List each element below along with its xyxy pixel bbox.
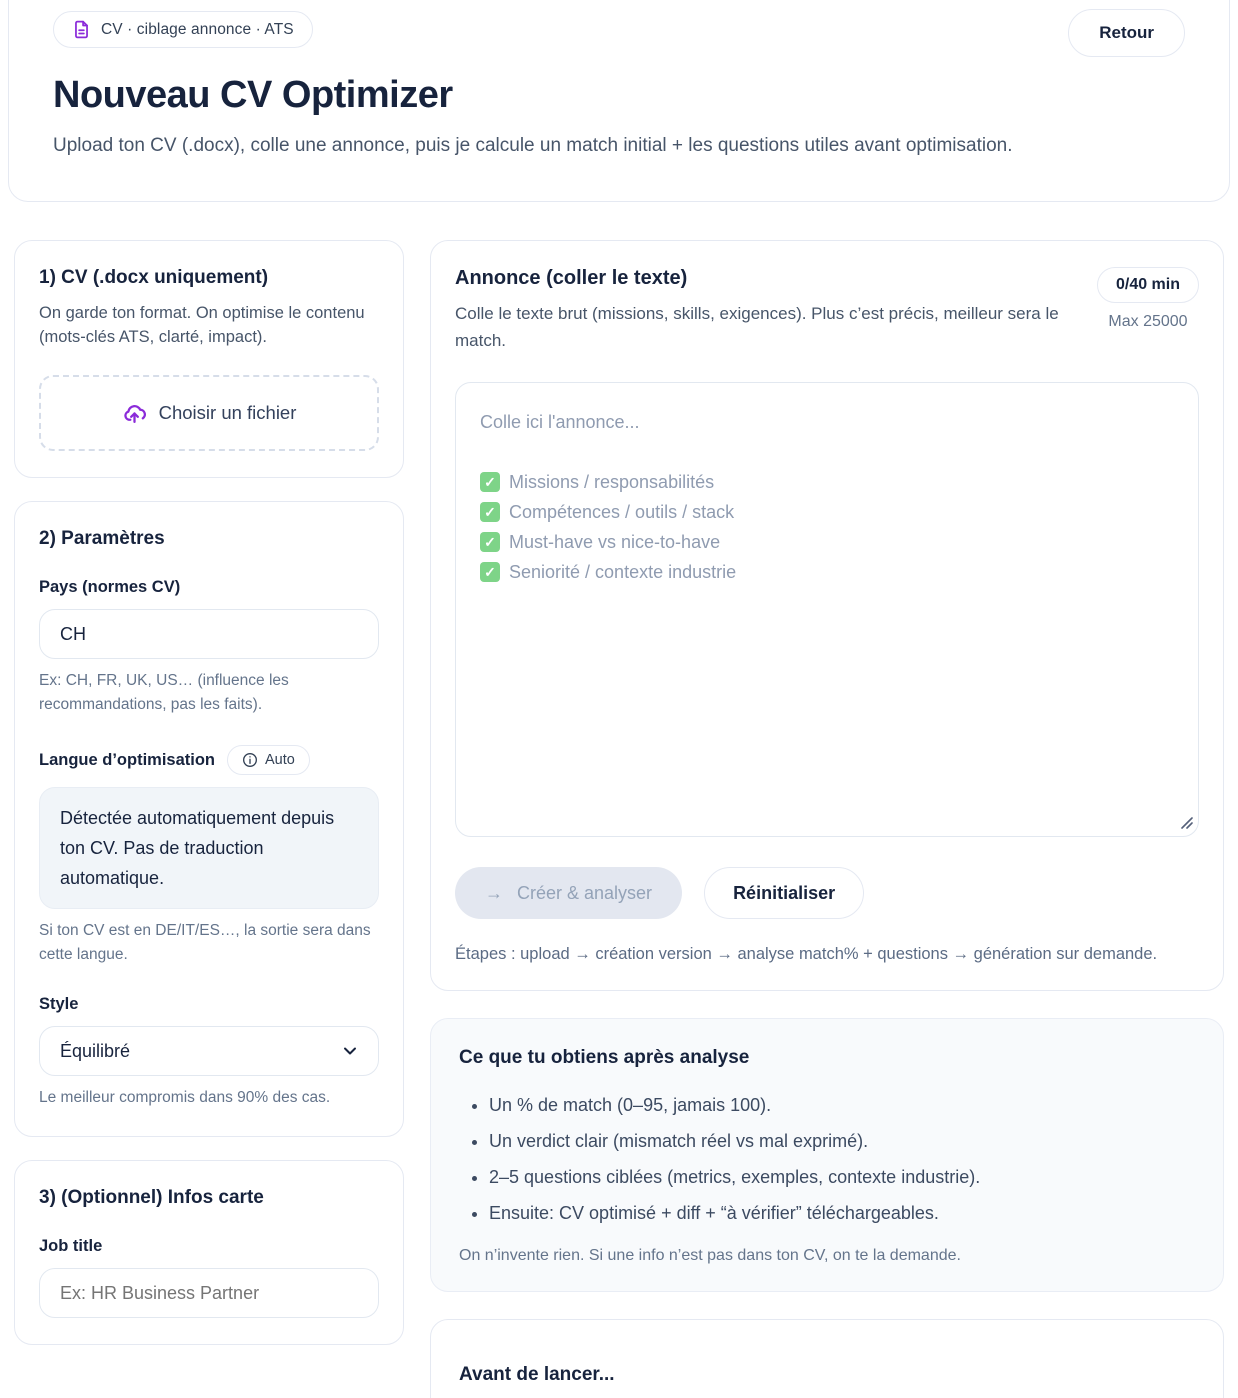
params-card-title: 2) Paramètres <box>39 528 165 549</box>
params-card <box>14 501 404 1137</box>
annonce-textarea[interactable] <box>455 382 1199 837</box>
annonce-placeholder-item-label: Must-have vs nice-to-have <box>509 532 721 552</box>
annonce-meta <box>1097 267 1199 331</box>
results-list <box>459 1087 1195 1231</box>
file-upload-button[interactable] <box>39 375 379 451</box>
style-select-value: Équilibré <box>60 1040 131 1061</box>
info-icon <box>242 752 258 768</box>
chevron-down-icon <box>340 1041 360 1061</box>
check-icon: ✓ <box>480 502 500 522</box>
annonce-title: Annonce (coller le texte) <box>455 267 688 289</box>
before-card <box>430 1319 1224 1398</box>
check-icon: ✓ <box>480 532 500 552</box>
create-analyze-label: Créer & analyser <box>517 882 653 903</box>
language-readonly-field: Détectée automatiquement depuis ton CV. Pas de traduction automatique. <box>39 787 379 909</box>
results-card-title: Ce que tu obtiens après analyse <box>459 1047 750 1068</box>
create-analyze-button[interactable] <box>455 867 682 919</box>
style-help: Le meilleur compromis dans 90% des cas. <box>39 1089 331 1106</box>
right-column <box>430 240 1224 1398</box>
before-card-title: Avant de lancer... <box>459 1364 615 1385</box>
results-card <box>430 1018 1224 1292</box>
minutes-counter-badge: 0/40 min <box>1097 267 1199 303</box>
language-label: Langue d’optimisation <box>39 750 215 769</box>
cv-card-description: On garde ton format. On optimise le contenu (mots-clés ATS, clarté, impact). <box>39 304 365 346</box>
annonce-textarea-wrap <box>455 382 1199 837</box>
infos-card <box>14 1160 404 1345</box>
main-columns <box>14 240 1224 1398</box>
document-icon <box>72 20 91 39</box>
style-label: Style <box>39 995 79 1013</box>
check-icon: ✓ <box>480 562 500 582</box>
cv-card-title: 1) CV (.docx uniquement) <box>39 267 269 288</box>
cv-upload-card <box>14 240 404 478</box>
back-button[interactable]: Retour <box>1068 9 1185 57</box>
results-list-item: • Un % de match (0–95, jamais 100). <box>489 1087 1195 1123</box>
left-column <box>14 240 404 1345</box>
annonce-header-text <box>455 267 1095 354</box>
annonce-header <box>455 267 1199 354</box>
language-auto-label: Auto <box>265 752 295 768</box>
country-input[interactable] <box>39 609 379 659</box>
annonce-placeholder-item-label: Seniorité / contexte industrie <box>509 562 737 582</box>
results-list-item: • 2–5 questions ciblées (metrics, exemples, contexte industrie). <box>489 1159 1195 1195</box>
results-list-item: • Ensuite: CV optimisé + diff + “à vérifier” téléchargeables. <box>489 1195 1195 1231</box>
steps-hint: Étapes : upload → création version → analyse match% + questions → génération sur demande. <box>455 945 1158 963</box>
page-title: Nouveau CV Optimizer <box>53 74 453 116</box>
annonce-description: Colle le texte brut (missions, skills, exigences). Plus c’est précis, meilleur sera le match. <box>455 304 1059 350</box>
page-header <box>8 0 1230 202</box>
file-upload-label: Choisir un fichier <box>158 402 297 423</box>
annonce-placeholder-title: Colle ici l'annonce... <box>480 412 640 432</box>
arrow-right-icon: → <box>485 882 503 903</box>
country-help: Ex: CH, FR, UK, US… (influence les recommandations, pas les faits). <box>39 672 289 713</box>
language-help: Si ton CV est en DE/IT/ES…, la sortie sera dans cette langue. <box>39 922 371 963</box>
style-select[interactable] <box>39 1026 379 1076</box>
infos-card-title: 3) (Optionnel) Infos carte <box>39 1187 264 1208</box>
page-subtitle: Upload ton CV (.docx), colle une annonce, puis je calcule un match initial + les questions utiles avant optimisation. <box>53 135 1013 156</box>
cloud-upload-icon <box>122 401 147 426</box>
country-label: Pays (normes CV) <box>39 578 181 596</box>
language-label-row <box>39 745 379 775</box>
context-badge-label: CV · ciblage annonce · ATS <box>101 20 294 38</box>
annonce-placeholder-item-label: Compétences / outils / stack <box>509 502 735 522</box>
annonce-actions <box>455 867 1199 919</box>
annonce-placeholder-item-label: Missions / responsabilités <box>509 472 715 492</box>
annonce-card <box>430 240 1224 991</box>
max-chars-label: Max 25000 <box>1108 313 1188 330</box>
language-auto-badge <box>227 745 310 775</box>
check-icon: ✓ <box>480 472 500 492</box>
reset-button[interactable]: Réinitialiser <box>704 867 864 919</box>
job-title-input[interactable] <box>39 1268 379 1318</box>
results-list-item: • Un verdict clair (mismatch réel vs mal exprimé). <box>489 1123 1195 1159</box>
job-title-label: Job title <box>39 1237 103 1255</box>
context-badge <box>53 11 313 48</box>
results-footer: On n’invente rien. Si une info n’est pas dans ton CV, on te la demande. <box>459 1247 961 1264</box>
